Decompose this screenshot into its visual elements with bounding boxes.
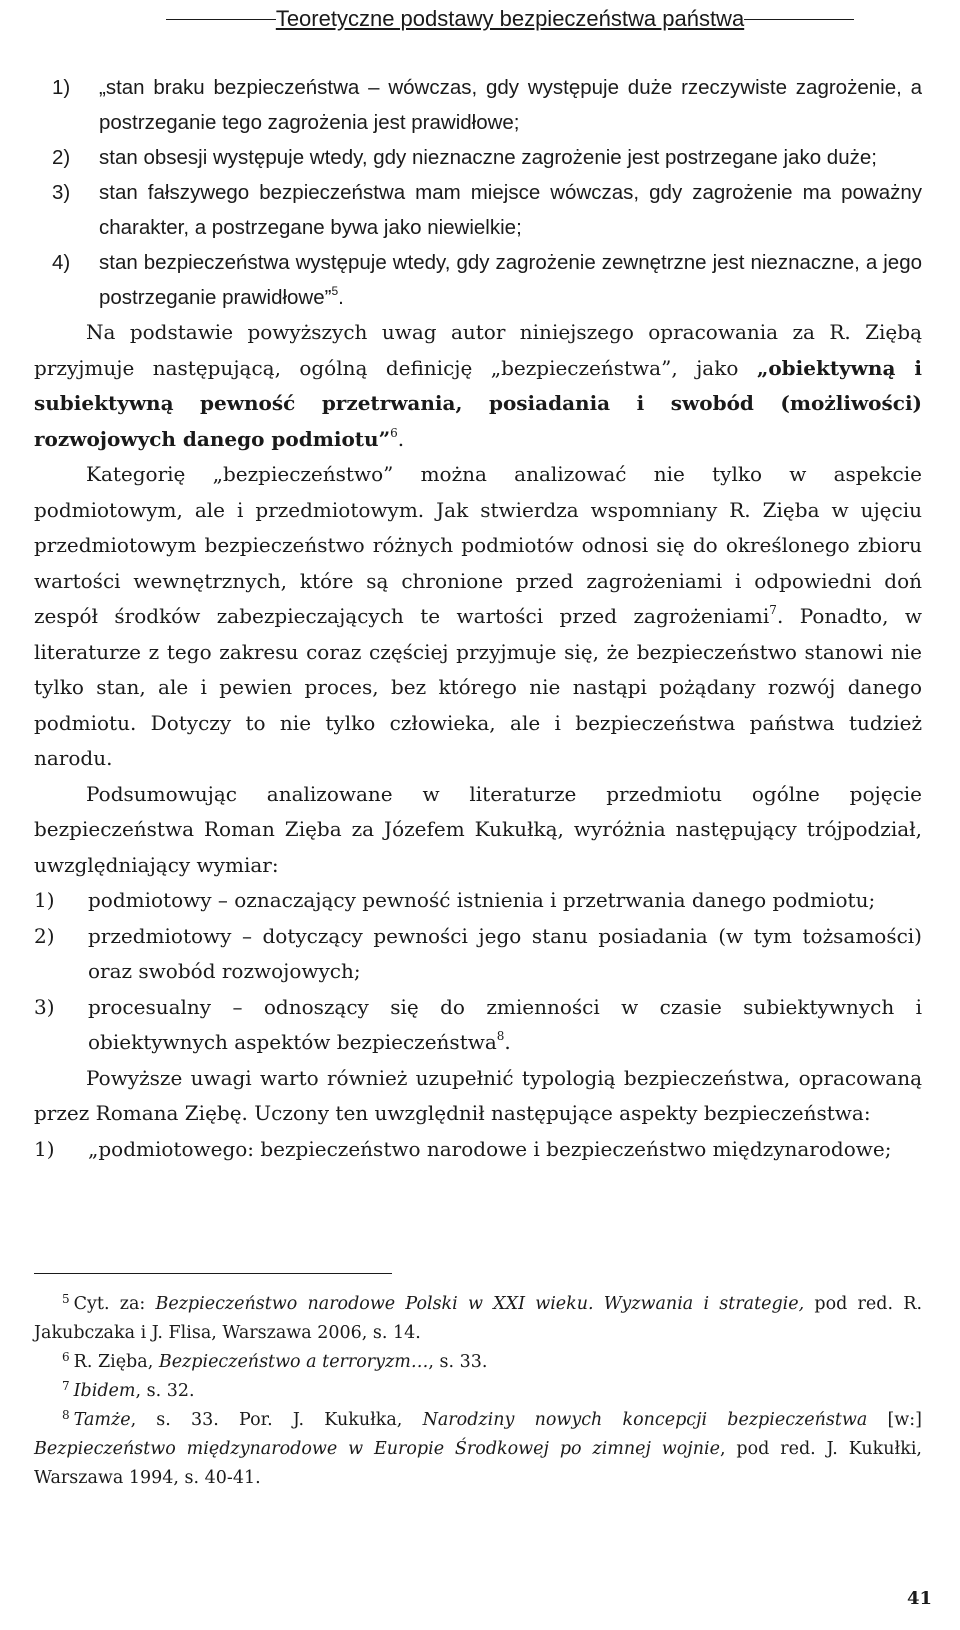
footnote-ref[interactable]: 8 — [496, 1029, 505, 1043]
typology-paragraph: Powyższe uwagi warto również uzupełnić typologią bezpieczeństwa, opracowaną przez Romana Ziębę. Uczony ten uwzględnił następujące aspekty bezpieczeństwa: — [34, 1065, 922, 1125]
security-states-list — [52, 70, 922, 315]
list-item: 2) stan obsesji występuje wtedy, gdy nieznaczne zagrożenie jest postrzegane jako duże; — [52, 146, 877, 169]
page-number: 41 — [906, 1588, 932, 1609]
footnote-5: $^5$ Cyt. za: Bezpieczeństwo narodowe Polski w XXI wieku. Wyzwania i strategie, pod red. R. Jakubczaka i J. Flisa, Warszawa 2006, s. 14. — [34, 1292, 923, 1343]
list-item: 2) przedmiotowy – dotyczący pewności jego stanu posiadania (w tym tożsamości) oraz swobód rozwojowych; — [34, 923, 922, 983]
running-header — [96, 4, 924, 34]
footnote-6: $^6$ R. Zięba, Bezpieczeństwo a terroryzm…, s. 33. — [62, 1350, 488, 1372]
footnote-8: $^8$ Tamże, s. 33. Por. J. Kukułka, Narodziny nowych koncepcji bezpieczeństwa [w:] Bezpieczeństwo międzynarodowe w Europie Środkowej po zimnej wojnie, pod red. J. Kukułki, Warszawa 1994, s. 40-41. — [34, 1408, 923, 1488]
main-text — [34, 70, 922, 1167]
typology-list — [34, 1132, 922, 1168]
objective-aspect-paragraph: Kategorię „bezpieczeństwo” można analizować nie tylko w aspekcie podmiotowym, ale i przedmiotowym. Jak stwierdza wspomniany R. Zięba w ujęciu przedmiotowym bezpieczeństwo różnych podmiotów odnosi się do określonego zbioru wartości wewnętrznych, które są chronione przed zagrożeniami i odpowiedni doń zespół środków zabezpieczających te wartości przed zagrożeniami$^7$. Ponadto, w literaturze z tego zakresu coraz częściej przyjmuje się, że bezpieczeństwo stanowi nie tylko stan, ale i pewien proces, bez którego nie nastąpi pożądany rozwój danego podmiotu. Dotyczy to nie tylko człowieka, ale i bezpieczeństwa państwa tudzież narodu. — [34, 462, 923, 770]
footnote-separator — [34, 1273, 392, 1274]
footnote-ref[interactable]: 5 — [331, 284, 339, 298]
header-rule-right — [744, 19, 854, 20]
footnote-ref[interactable]: 7 — [769, 603, 777, 617]
footnote-ref[interactable]: 6 — [390, 425, 398, 440]
definition-quote: „obiektywną i subiektywną pewność przetrwania, posiadania i swobód (możliwości) rozwojowych danego podmiotu” — [34, 355, 923, 451]
list-item: 3) procesualny – odnoszący się do zmienności w czasie subiektywnych i obiektywnych aspektów bezpieczeństwa$^8$. — [34, 994, 922, 1054]
header-rule-left — [166, 19, 276, 20]
definition-paragraph: Na podstawie powyższych uwag autor niniejszego opracowania za R. Ziębą przyjmuje następującą, ogólną definicję „bezpieczeństwa”, jako „obiektywną i subiektywną pewność przetrwania, posiadania i swobód (możliwości) rozwojowych danego podmiotu”$^6$. — [34, 320, 923, 451]
summary-paragraph: Podsumowując analizowane w literaturze przedmiotu ogólne pojęcie bezpieczeństwa Roman Zięba za Józefem Kukułką, wyróżnia następujący trójpodział, uwzględniający wymiar: — [34, 781, 922, 877]
footnotes — [34, 1290, 922, 1493]
list-item: 3) stan fałszywego bezpieczeństwa mam miejsce wówczas, gdy zagrożenie ma poważny charakter, a postrzegane bywa jako niewielkie; — [52, 181, 922, 239]
list-item: 4) stan bezpieczeństwa występuje wtedy, gdy zagrożenie zewnętrzne jest nieznaczne, a jego postrzeganie prawidłowe”$^5$. — [52, 251, 922, 309]
footnote-7: $^7$ Ibidem, s. 32. — [62, 1379, 195, 1401]
running-header-title: Teoretyczne podstawy bezpieczeństwa państwa — [275, 6, 745, 31]
list-item: 1) podmiotowy – oznaczający pewność istnienia i przetrwania danego podmiotu; — [34, 888, 876, 912]
list-item: 1) „stan braku bezpieczeństwa – wówczas, gdy występuje duże rzeczywiste zagrożenie, a postrzeganie tego zagrożenia jest prawidłowe; — [52, 76, 922, 134]
dimensions-list — [34, 883, 922, 1061]
list-item: 1) „podmiotowego: bezpieczeństwo narodowe i bezpieczeństwo międzynarodowe; — [34, 1136, 892, 1161]
